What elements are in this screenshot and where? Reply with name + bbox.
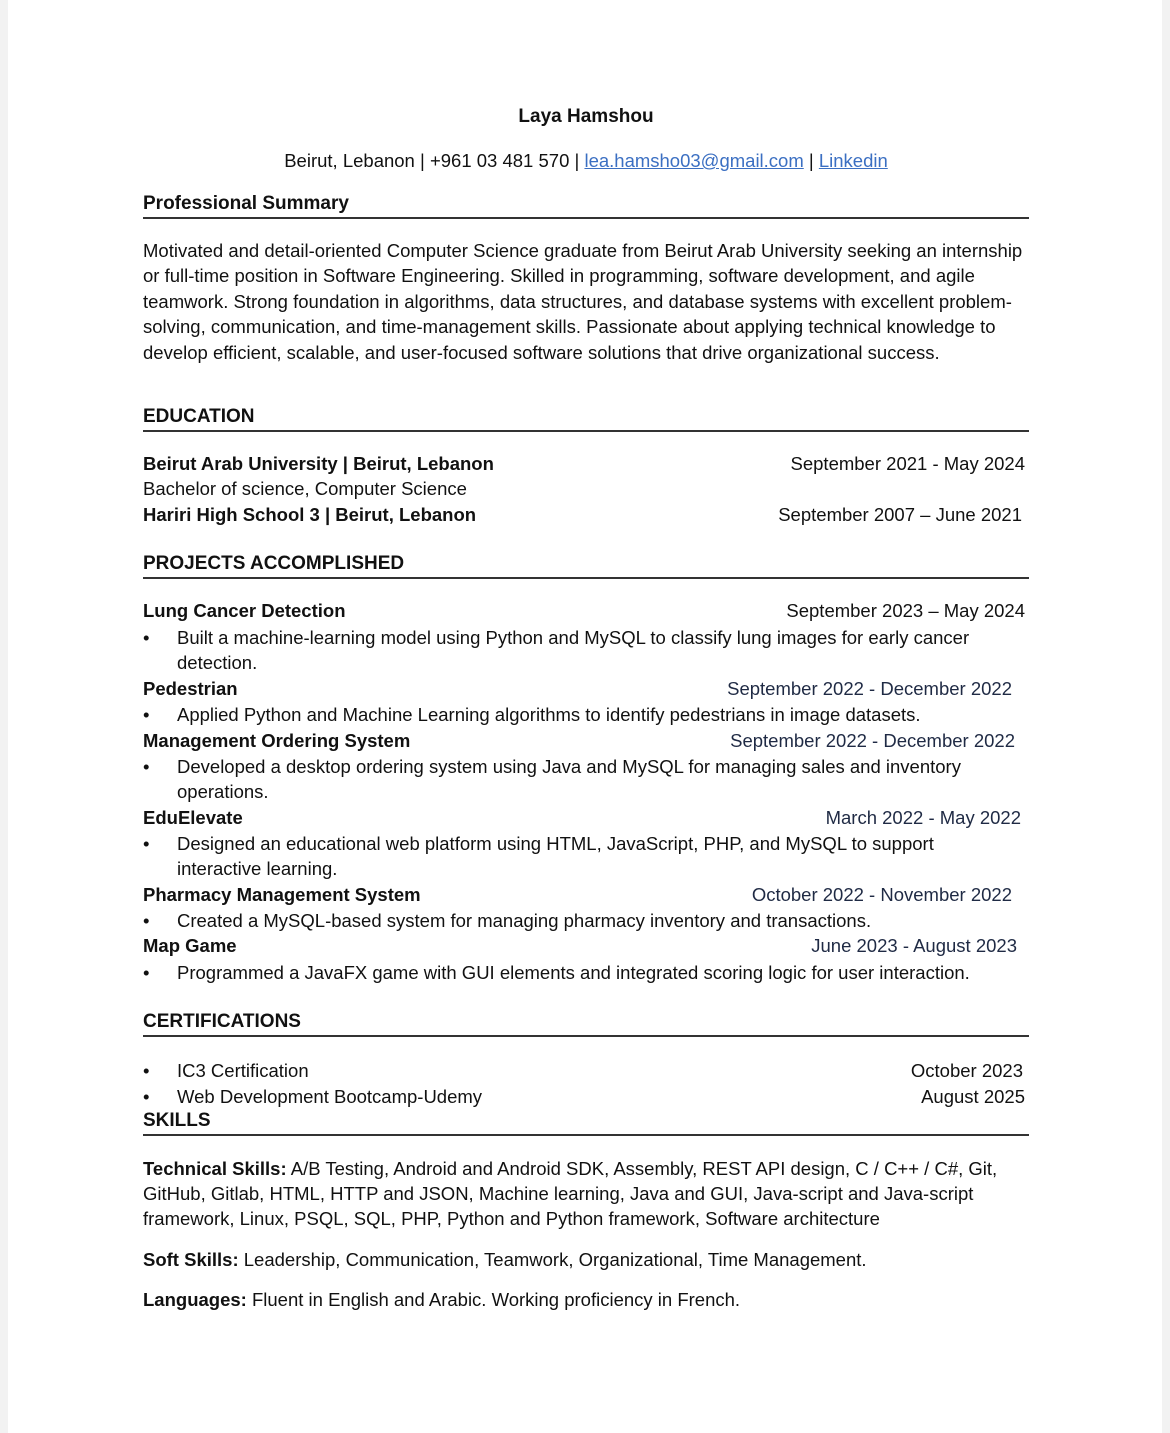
section-title-education: EDUCATION — [143, 406, 1029, 432]
section-title-summary: Professional Summary — [143, 193, 1029, 219]
bullet-icon: • — [143, 756, 150, 777]
project-name: Map Game — [143, 935, 237, 956]
project-header — [143, 933, 1029, 958]
project-header — [143, 676, 1029, 701]
project-name: EduElevate — [143, 807, 243, 828]
project-bullet: • Programmed a JavaFX game with GUI elements and integrated scoring logic for user interaction. — [143, 962, 970, 983]
email-link[interactable]: lea.hamsho03@gmail.com — [584, 150, 804, 171]
certification-item — [143, 1084, 1029, 1109]
project-header — [143, 882, 1029, 907]
bullet-icon: • — [143, 833, 150, 854]
project-header — [143, 805, 1029, 830]
project-dates: October 2022 - November 2022 — [751, 884, 1012, 905]
section-title-projects: PROJECTS ACCOMPLISHED — [143, 553, 1029, 579]
project-name: Pedestrian — [143, 678, 238, 699]
bullet-icon: • — [143, 910, 150, 931]
technical-skills-label: Technical Skills: — [143, 1158, 287, 1179]
project-bullet: • Developed a desktop ordering system using Java and MySQL for managing sales and inventory operations. — [143, 756, 961, 802]
resume-page — [8, 0, 1162, 1433]
school-name: Beirut Arab University | Beirut, Lebanon — [143, 453, 494, 474]
certification-date: August 2025 — [921, 1086, 1025, 1107]
project-bullet: • Applied Python and Machine Learning algorithms to identify pedestrians in image datasets. — [143, 704, 921, 725]
certification-name: Web Development Bootcamp-Udemy — [177, 1086, 483, 1107]
location: Beirut, Lebanon — [284, 150, 415, 171]
summary-text: Motivated and detail-oriented Computer Science graduate from Beirut Arab University seeking an internship or full-time position in Software Engineering. Skilled in programming, software development, and agile teamwork. Strong foundation in algorithms, data structures, and database systems with excellent problem-solving, communication, and time-management skills. Passionate about applying technical knowledge to develop efficient, scalable, and user-focused software solutions that drive organizational success. — [143, 240, 1023, 363]
education-item — [143, 502, 1029, 527]
bullet-icon: • — [143, 704, 150, 725]
contact-line: Beirut, Lebanon | +961 03 481 570 | lea.hamsho03@gmail.com | Linkedin — [284, 150, 888, 171]
project-bullet: • Designed an educational web platform using HTML, JavaScript, PHP, and MySQL to support interactive learning. — [143, 833, 934, 879]
technical-skills: Technical Skills: A/B Testing, Android and Android SDK, Assembly, REST API design, C / C++ / C#, Git, GitHub, Gitlab, HTML, HTTP and JSON, Machine learning, Java and GUI, Java-script and Java-script framework, Linux, PSQL, SQL, PHP, Python and Python framework, Software architecture — [143, 1158, 998, 1229]
certification-item — [143, 1058, 1029, 1083]
project-name: Management Ordering System — [143, 730, 411, 751]
project-name: Lung Cancer Detection — [143, 600, 346, 621]
languages: Languages: Fluent in English and Arabic. Working proficiency in French. — [143, 1289, 741, 1310]
project-dates: September 2023 – May 2024 — [786, 600, 1025, 621]
degree: Bachelor of science, Computer Science — [143, 478, 467, 499]
linkedin-link[interactable]: Linkedin — [818, 150, 888, 171]
school-name: Hariri High School 3 | Beirut, Lebanon — [143, 504, 477, 525]
project-dates: September 2022 - December 2022 — [727, 678, 1012, 699]
candidate-name: Laya Hamshou — [518, 106, 654, 127]
project-dates: June 2023 - August 2023 — [811, 935, 1017, 956]
soft-skills-label: Soft Skills: — [143, 1249, 239, 1270]
project-name: Pharmacy Management System — [143, 884, 421, 905]
bullet-icon: • — [143, 627, 150, 648]
bullet-icon: • — [143, 1086, 150, 1107]
project-dates: March 2022 - May 2022 — [825, 807, 1021, 828]
section-title-skills: SKILLS — [143, 1110, 1029, 1136]
bullet-icon: • — [143, 1060, 150, 1081]
project-dates: September 2022 - December 2022 — [730, 730, 1015, 751]
project-header — [143, 728, 1029, 753]
degree-row — [143, 476, 1029, 501]
project-header — [143, 598, 1029, 623]
project-bullet: • Built a machine-learning model using Python and MySQL to classify lung images for early cancer detection. — [143, 627, 970, 673]
education-dates: September 2007 – June 2021 — [778, 504, 1022, 525]
phone: +961 03 481 570 — [429, 150, 570, 171]
education-dates: September 2021 - May 2024 — [790, 453, 1025, 474]
project-bullet: • Created a MySQL-based system for managing pharmacy inventory and transactions. — [143, 910, 872, 931]
languages-label: Languages: — [143, 1289, 247, 1310]
certification-name: IC3 Certification — [177, 1060, 309, 1081]
certification-date: October 2023 — [910, 1060, 1023, 1081]
bullet-icon: • — [143, 962, 150, 983]
soft-skills: Soft Skills: Leadership, Communication, Teamwork, Organizational, Time Management. — [143, 1249, 867, 1270]
section-title-certifications: CERTIFICATIONS — [143, 1011, 1029, 1037]
education-item — [143, 451, 1029, 476]
